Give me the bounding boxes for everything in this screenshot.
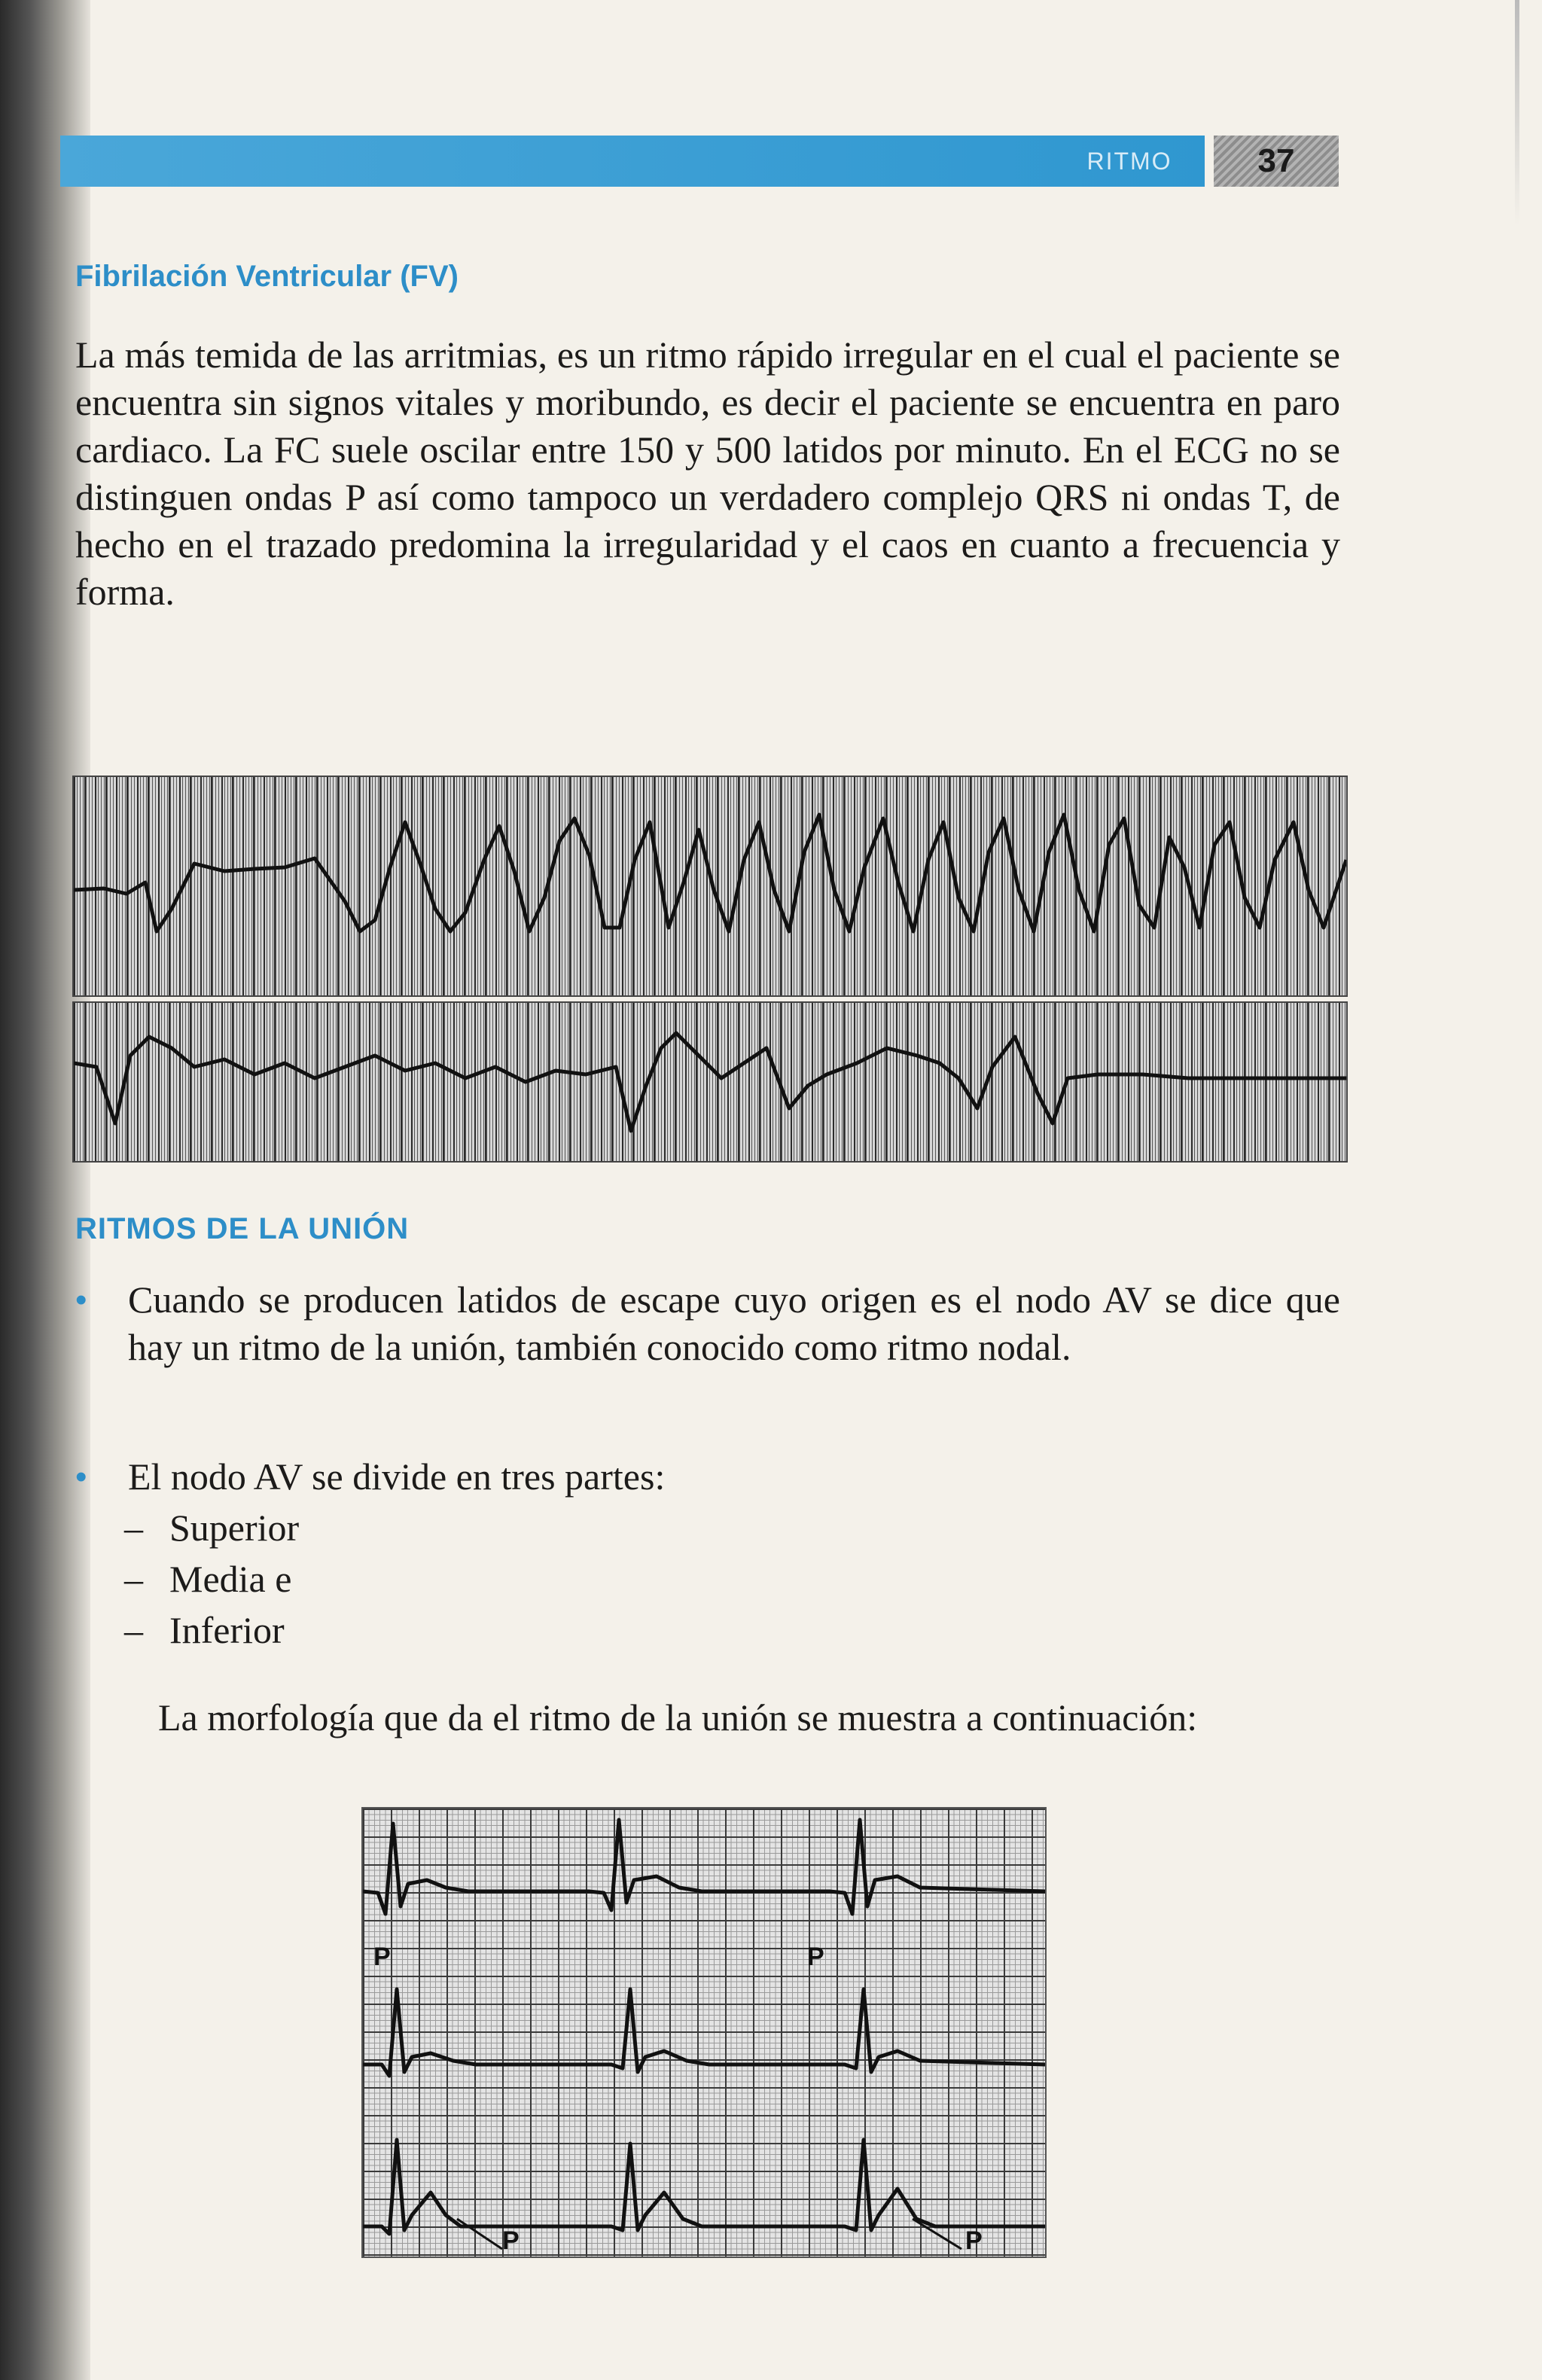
dash-marker: – bbox=[124, 1558, 143, 1600]
sub-item-label: Inferior bbox=[169, 1609, 285, 1651]
bullet-text: El nodo AV se divide en tres partes: bbox=[128, 1455, 666, 1498]
list-item bbox=[124, 1553, 299, 1604]
bullet-marker: • bbox=[75, 1281, 87, 1318]
av-node-parts-list bbox=[124, 1502, 299, 1656]
junctional-traces bbox=[363, 1809, 1045, 2257]
list-item bbox=[75, 1453, 1340, 1501]
arrow-p-4 bbox=[913, 2219, 961, 2249]
dash-marker: – bbox=[124, 1609, 143, 1651]
ecg-strip-fibrilacion-1 bbox=[72, 776, 1348, 997]
page-edge bbox=[1515, 0, 1519, 226]
bullet-list-1 bbox=[75, 1276, 1340, 1371]
bullet-text: Cuando se producen latidos de escape cuyo origen es el nodo AV se dice que hay un ritmo de la unión, también conocido como ritmo nodal. bbox=[128, 1278, 1340, 1368]
list-item bbox=[124, 1604, 299, 1656]
wave-label-p: P bbox=[807, 1943, 824, 1971]
wave-label-p: P bbox=[502, 2226, 520, 2255]
fibrilacion-paragraph: La más temida de las arritmias, es un ritmo rápido irregular en el cual el paciente se encuentra sin signos vitales y moribundo, es decir el paciente se encuentra en paro cardiaco. La FC suele oscilar entre 150 y 500 latidos por minuto. En el ECG no se distinguen ondas P así como tampoco un verdadero complejo QRS ni ondas T, de hecho en el trazado predomina la irregularidad y el caos en cuanto a frecuencia y forma. bbox=[75, 334, 1340, 613]
sub-item-label: Superior bbox=[169, 1507, 300, 1549]
list-item bbox=[75, 1276, 1340, 1371]
list-item bbox=[124, 1502, 299, 1553]
sub-item-label: Media e bbox=[169, 1558, 292, 1600]
running-head: RITMO bbox=[1086, 148, 1172, 175]
junctional-rhythm-figure bbox=[361, 1807, 1047, 2258]
closing-paragraph: La morfología que da el ritmo de la unión se muestra a continuación: bbox=[158, 1696, 1198, 1739]
header-bar bbox=[60, 136, 1205, 187]
wave-label-p: P bbox=[373, 1943, 391, 1971]
section-title-ritmos-union: RITMOS DE LA UNIÓN bbox=[75, 1212, 410, 1245]
section-title-fibrilacion: Fibrilación Ventricular (FV) bbox=[75, 260, 459, 293]
bullet-list-2 bbox=[75, 1453, 1340, 1501]
wave-label-p: P bbox=[965, 2226, 983, 2255]
ecg-trace-1 bbox=[74, 777, 1346, 995]
arrow-p-3 bbox=[457, 2219, 502, 2249]
ecg-strip-fibrilacion-2 bbox=[72, 1001, 1348, 1163]
bullet-marker: • bbox=[75, 1458, 87, 1495]
ecg-trace-2 bbox=[74, 1003, 1346, 1161]
dash-marker: – bbox=[124, 1507, 143, 1549]
page-number: 37 bbox=[1214, 136, 1339, 187]
